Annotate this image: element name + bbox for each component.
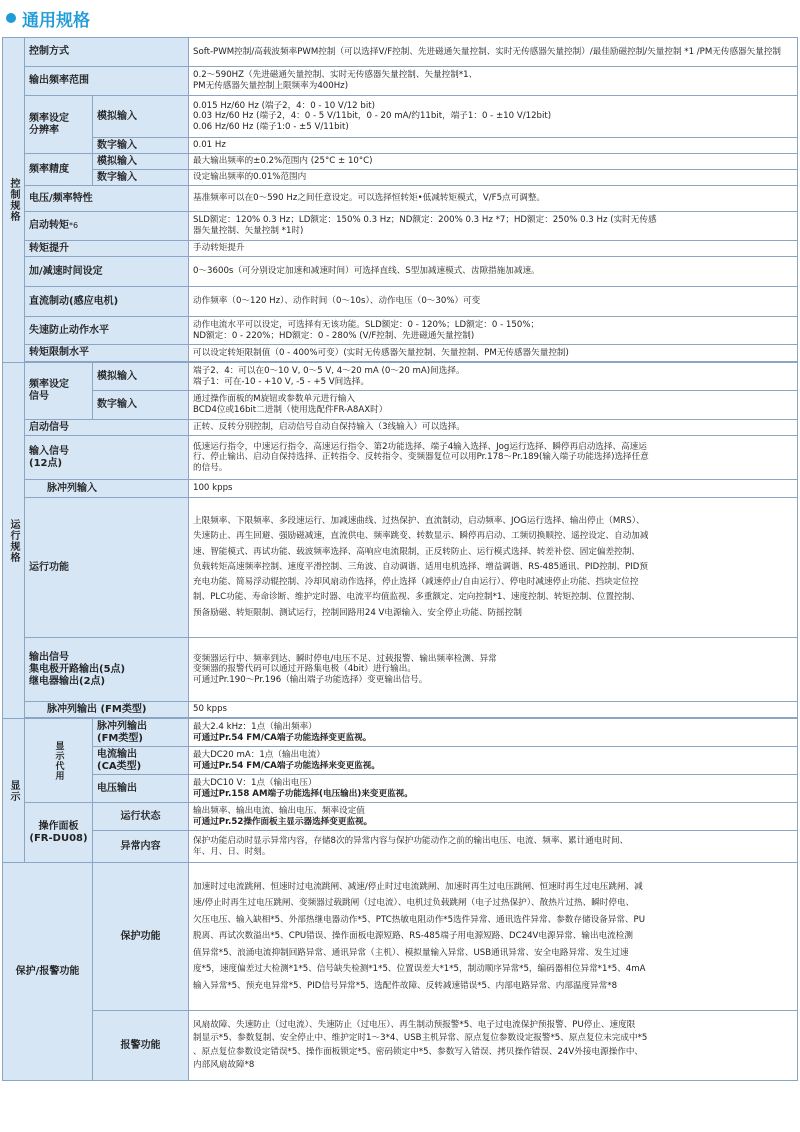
row-label-display-current: 电流输出 (CA类型)	[93, 747, 189, 775]
table-row	[3, 702, 798, 718]
row-label-boost: 转矩提升	[25, 241, 189, 257]
sub-label-digital: 数字输入	[93, 391, 189, 420]
display-sub-label: 显示代用	[25, 719, 93, 803]
sub-label-analog: 模拟输入	[93, 154, 189, 170]
row-value-accel: 0～3600s（可分别设定加速和减速时间）可选择直线、S型加减速模式、齿隙措施加减速。	[189, 257, 798, 287]
row-value-alarm: 风扇故障、失速防止（过电流）、失速防止（过电压）、再生制动预报警*5、电子过电流保护预报警、PU停止、速度限 制显示*5、参数复制、安全停止中、维护定时1～3*4、USB主机异常、原点复位参数设定报警*5、原点复位未完成中*5 、原点复位参数设定错误*5、操作面板锁定*5、密码锁定中*5、参数写入错误、拷贝操作错误、24V外接电源操作中、 内部风扇故障*8	[189, 1011, 798, 1081]
title-text: 通用规格	[22, 10, 90, 31]
section-control: 控制规格	[3, 38, 25, 363]
row-label-accel: 加/减速时间设定	[25, 257, 189, 287]
sub-label-protection: 保护功能	[93, 863, 189, 1011]
row-label-pulse-in: 脉冲列输入	[25, 480, 189, 498]
page-title	[6, 4, 90, 32]
bullet-dot-icon	[6, 13, 16, 23]
row-label-start-signal: 启动信号	[25, 420, 189, 436]
table-row	[3, 138, 798, 154]
table-row	[3, 257, 798, 287]
table-row	[3, 1011, 798, 1081]
row-label-panel: 操作面板 (FR-DU08)	[25, 803, 93, 863]
row-label-dc-brake: 直流制动(感应电机)	[25, 287, 189, 317]
section-protect: 保护/报警功能	[3, 863, 93, 1081]
row-label-vf: 电压/频率特性	[25, 186, 189, 212]
row-value-out-freq: 0.2～590HZ（先进磁通矢量控制、实时无传感器矢量控制、矢量控制*1、 PM无传感器矢量控制上限频率为400Hz)	[189, 67, 798, 96]
row-label-freq-signal: 频率设定 信号	[25, 363, 93, 420]
row-value-pulse-in: 100 kpps	[189, 480, 798, 498]
table-row	[3, 803, 798, 831]
row-label-freq-acc: 频率精度	[25, 154, 93, 186]
table-row	[3, 38, 798, 67]
table-row	[3, 831, 798, 863]
row-value-freq-acc-analog: 最大输出频率的±0.2%范围内 (25°C ± 10°C)	[189, 154, 798, 170]
row-value-start-signal: 正转、反转分别控制，启动信号自动自保持输入（3线输入）可以选择。	[189, 420, 798, 436]
row-label-stall: 失速防止动作水平	[25, 317, 189, 345]
row-value-dc-brake: 动作频率（0～120 Hz）、动作时间（0～10s）、动作电压（0～30%）可变	[189, 287, 798, 317]
row-label-control-method: 控制方式	[25, 38, 189, 67]
row-value-freq-signal-digital: 通过操作面板的M旋钮或参数单元进行输入 BCD4位或16bit二进制（使用选配件FR-A8AX时）	[189, 391, 798, 420]
table-row	[3, 170, 798, 186]
table-row	[3, 317, 798, 345]
sub-label-digital: 数字输入	[93, 170, 189, 186]
row-value-freq-signal-analog: 端子2、4：可以在0～10 V, 0～5 V, 4～20 mA (0～20 mA)间选择。 端子1：可在-10 - +10 V, -5 - +5 V间选择。	[189, 363, 798, 391]
table-row	[3, 96, 798, 138]
row-value-freq-acc-digital: 设定输出频率的0.01%范围内	[189, 170, 798, 186]
row-value-display-pulse: 最大2.4 kHz：1点（输出频率） 可通过Pr.54 FM/CA端子功能选择变更监视。	[189, 719, 798, 747]
table-row	[3, 719, 798, 747]
sub-label-running: 运行状态	[93, 803, 189, 831]
sub-label-alarm: 报警功能	[93, 1011, 189, 1081]
table-row	[3, 638, 798, 702]
row-value-boost: 手动转矩提升	[189, 241, 798, 257]
row-label-start-torque: 启动转矩*6	[25, 212, 189, 241]
row-value-running: 输出频率、输出电流、输出电压、频率设定值 可通过Pr.52操作面板主显示器选择变更监视。	[189, 803, 798, 831]
table-row	[3, 863, 798, 1011]
table-row	[3, 480, 798, 498]
row-value-freq-res-analog: 0.015 Hz/60 Hz (端子2，4：0 - 10 V/12 bit) 0.03 Hz/60 Hz (端子2，4：0 - 5 V/11bit，0 - 20 mA/约11bit，端子1：0 - ±10 V/12bit) 0.06 Hz/60 Hz (端子1:0 - ±5 V/11bit)	[189, 96, 798, 138]
sub-label-analog: 模拟输入	[93, 96, 189, 138]
sub-label-analog: 模拟输入	[93, 363, 189, 391]
row-label-freq-res: 频率设定 分辨率	[25, 96, 93, 154]
table-row	[3, 345, 798, 362]
row-label-functions: 运行功能	[25, 498, 189, 638]
table-row	[3, 287, 798, 317]
row-value-input-signal: 低速运行指令，中速运行指令、高速运行指令、第2功能选择、端子4输入选择、Jog运行选择、瞬停再启动选择、高速运 行、停止输出、启动自保持选择、正转指令、反转指令、变频器复位可以用Pr.178～Pr.189(输入端子功能选择)选择任意 的信号。	[189, 436, 798, 480]
spec-table	[2, 37, 798, 1081]
table-row	[3, 436, 798, 480]
section-display: 显示	[3, 719, 25, 863]
table-row	[3, 363, 798, 391]
table-row	[3, 186, 798, 212]
row-label-pulse-out: 脉冲列输出 (FM类型)	[25, 702, 189, 718]
row-value-start-torque: SLD额定：120% 0.3 Hz；LD额定：150% 0.3 Hz；ND额定：200% 0.3 Hz *7；HD额定：250% 0.3 Hz (实时无传感 器矢量控制、矢量控制 *1时)	[189, 212, 798, 241]
row-value-display-voltage: 最大DC10 V：1点（输出电压） 可通过Pr.158 AM端子功能选择(电压输出)来变更监视。	[189, 775, 798, 803]
row-value-error: 保护功能启动时显示异常内容，存储8次的异常内容与保护功能动作之前的输出电压、电流、频率、累计通电时间、 年、月、日、时刻。	[189, 831, 798, 863]
row-value-vf: 基准频率可以在0～590 Hz之间任意设定。可以选择恒转矩•低减转矩模式，V/F5点可调整。	[189, 186, 798, 212]
table-row	[3, 498, 798, 638]
sub-label-digital: 数字输入	[93, 138, 189, 154]
row-label-input-signal: 输入信号 (12点)	[25, 436, 189, 480]
row-value-freq-res-digital: 0.01 Hz	[189, 138, 798, 154]
row-value-output-signal: 变频器运行中、频率到达、瞬时停电/电压不足、过载报警、输出频率检测、异常 变频器的报警代码可以通过开路集电极（4bit）进行输出。 可通过Pr.190～Pr.196（输出端子功能选择）变更输出信号。	[189, 638, 798, 702]
table-row	[3, 212, 798, 241]
table-row	[3, 391, 798, 420]
table-row	[3, 747, 798, 775]
table-row	[3, 775, 798, 803]
row-value-stall: 动作电流水平可以设定，可选择有无该功能。SLD额定：0 - 120%；LD额定：0 - 150%； ND额定：0 - 220%；HD额定：0 - 280% (V/F控制、先进磁通矢量控制)	[189, 317, 798, 345]
row-value-control-method: Soft-PWM控制/高载波频率PWM控制（可以选择V/F控制、先进磁通矢量控制、实时无传感器矢量控制）/最佳励磁控制/矢量控制 *1 /PM无传感器矢量控制	[189, 38, 798, 67]
row-label-torque-limit: 转矩限制水平	[25, 345, 189, 362]
row-label-display-voltage: 电压输出	[93, 775, 189, 803]
row-value-pulse-out: 50 kpps	[189, 702, 798, 718]
row-value-torque-limit: 可以设定转矩限制值（0 - 400%可变）(实时无传感器矢量控制、矢量控制、PM无传感器矢量控制)	[189, 345, 798, 362]
row-value-protection: 加速时过电流跳闸、恒速时过电流跳闸、减速/停止时过电流跳闸、加速时再生过电压跳闸、恒速时再生过电压跳闸、减 速/停止时再生过电压跳闸、变频器过载跳闸（过电流）、电机过负载跳闸（电子过热保护）、散热片过热、瞬时停电、 欠压电压、输入缺相*5、外部热继电器动作*5、PTC热敏电阻动作*5选件异常、通讯选件异常、参数存储设备异常、PU 脱离、再试次数溢出*5、CPU错误、操作面板电源短路、RS-485端子用电源短路、DC24V电源异常、输出电流检测 值异常*5、浪涌电流抑制回路异常、通讯异常（主机）、模拟量输入异常、USB通讯异常、安全电路异常、发生过速 度*5，速度偏差过大检测*1*5、信号缺失检测*1*5、位置误差大*1*5，制动顺序异常*5，编码器相位异常*1*5、4mA 输入异常*5、预充电异常*5、PID信号异常*5、选配件故障、反转减速错误*5、内部电路异常、内部温度异常*8	[189, 863, 798, 1011]
row-value-display-current: 最大DC20 mA：1点（输出电流） 可通过Pr.54 FM/CA端子功能选择来变更监视。	[189, 747, 798, 775]
table-row	[3, 420, 798, 436]
table-row	[3, 67, 798, 96]
row-label-out-freq: 输出频率范围	[25, 67, 189, 96]
sub-label-error: 异常内容	[93, 831, 189, 863]
table-row	[3, 241, 798, 257]
table-row	[3, 154, 798, 170]
row-label-output-signal: 输出信号 集电极开路输出(5点) 继电器输出(2点)	[25, 638, 189, 702]
row-value-functions: 上限频率、下限频率、多段速运行、加减速曲线、过热保护、直流制动，启动频率、JOG运行选择、输出停止（MRS）、 失速防止、再生回避、强励磁减速，直流供电、频率跳变、转数显示、瞬停再启动、工频切换顺控、遥控设定、自动加减 速、智能模式、再试功能、载波频率选择、高响应电流限制，正反转防止、运行模式选择、转差补偿、固定偏差控制、 负载转矩高速频率控制、速度平滑控制、三角波、自动调谐、适用电机选择、增益调谐、RS-485通讯、PID控制、PID预 充电功能、简易浮动辊控制、冷却风扇动作选择，停止选择（减速停止/自由运行）、停电时减速停止功能、挡块定位控 制、PLC功能、寿命诊断、维护定时器、电流平均值监视、多重额定、定向控制*1、速度控制、转矩控制、位置控制、 预备励磁、转矩限制、测试运行，控制回路用24 V电源输入、安全停止功能、防摇控制	[189, 498, 798, 638]
row-label-display-pulse: 脉冲列输出 (FM类型)	[93, 719, 189, 747]
section-run: 运行规格	[3, 363, 25, 719]
